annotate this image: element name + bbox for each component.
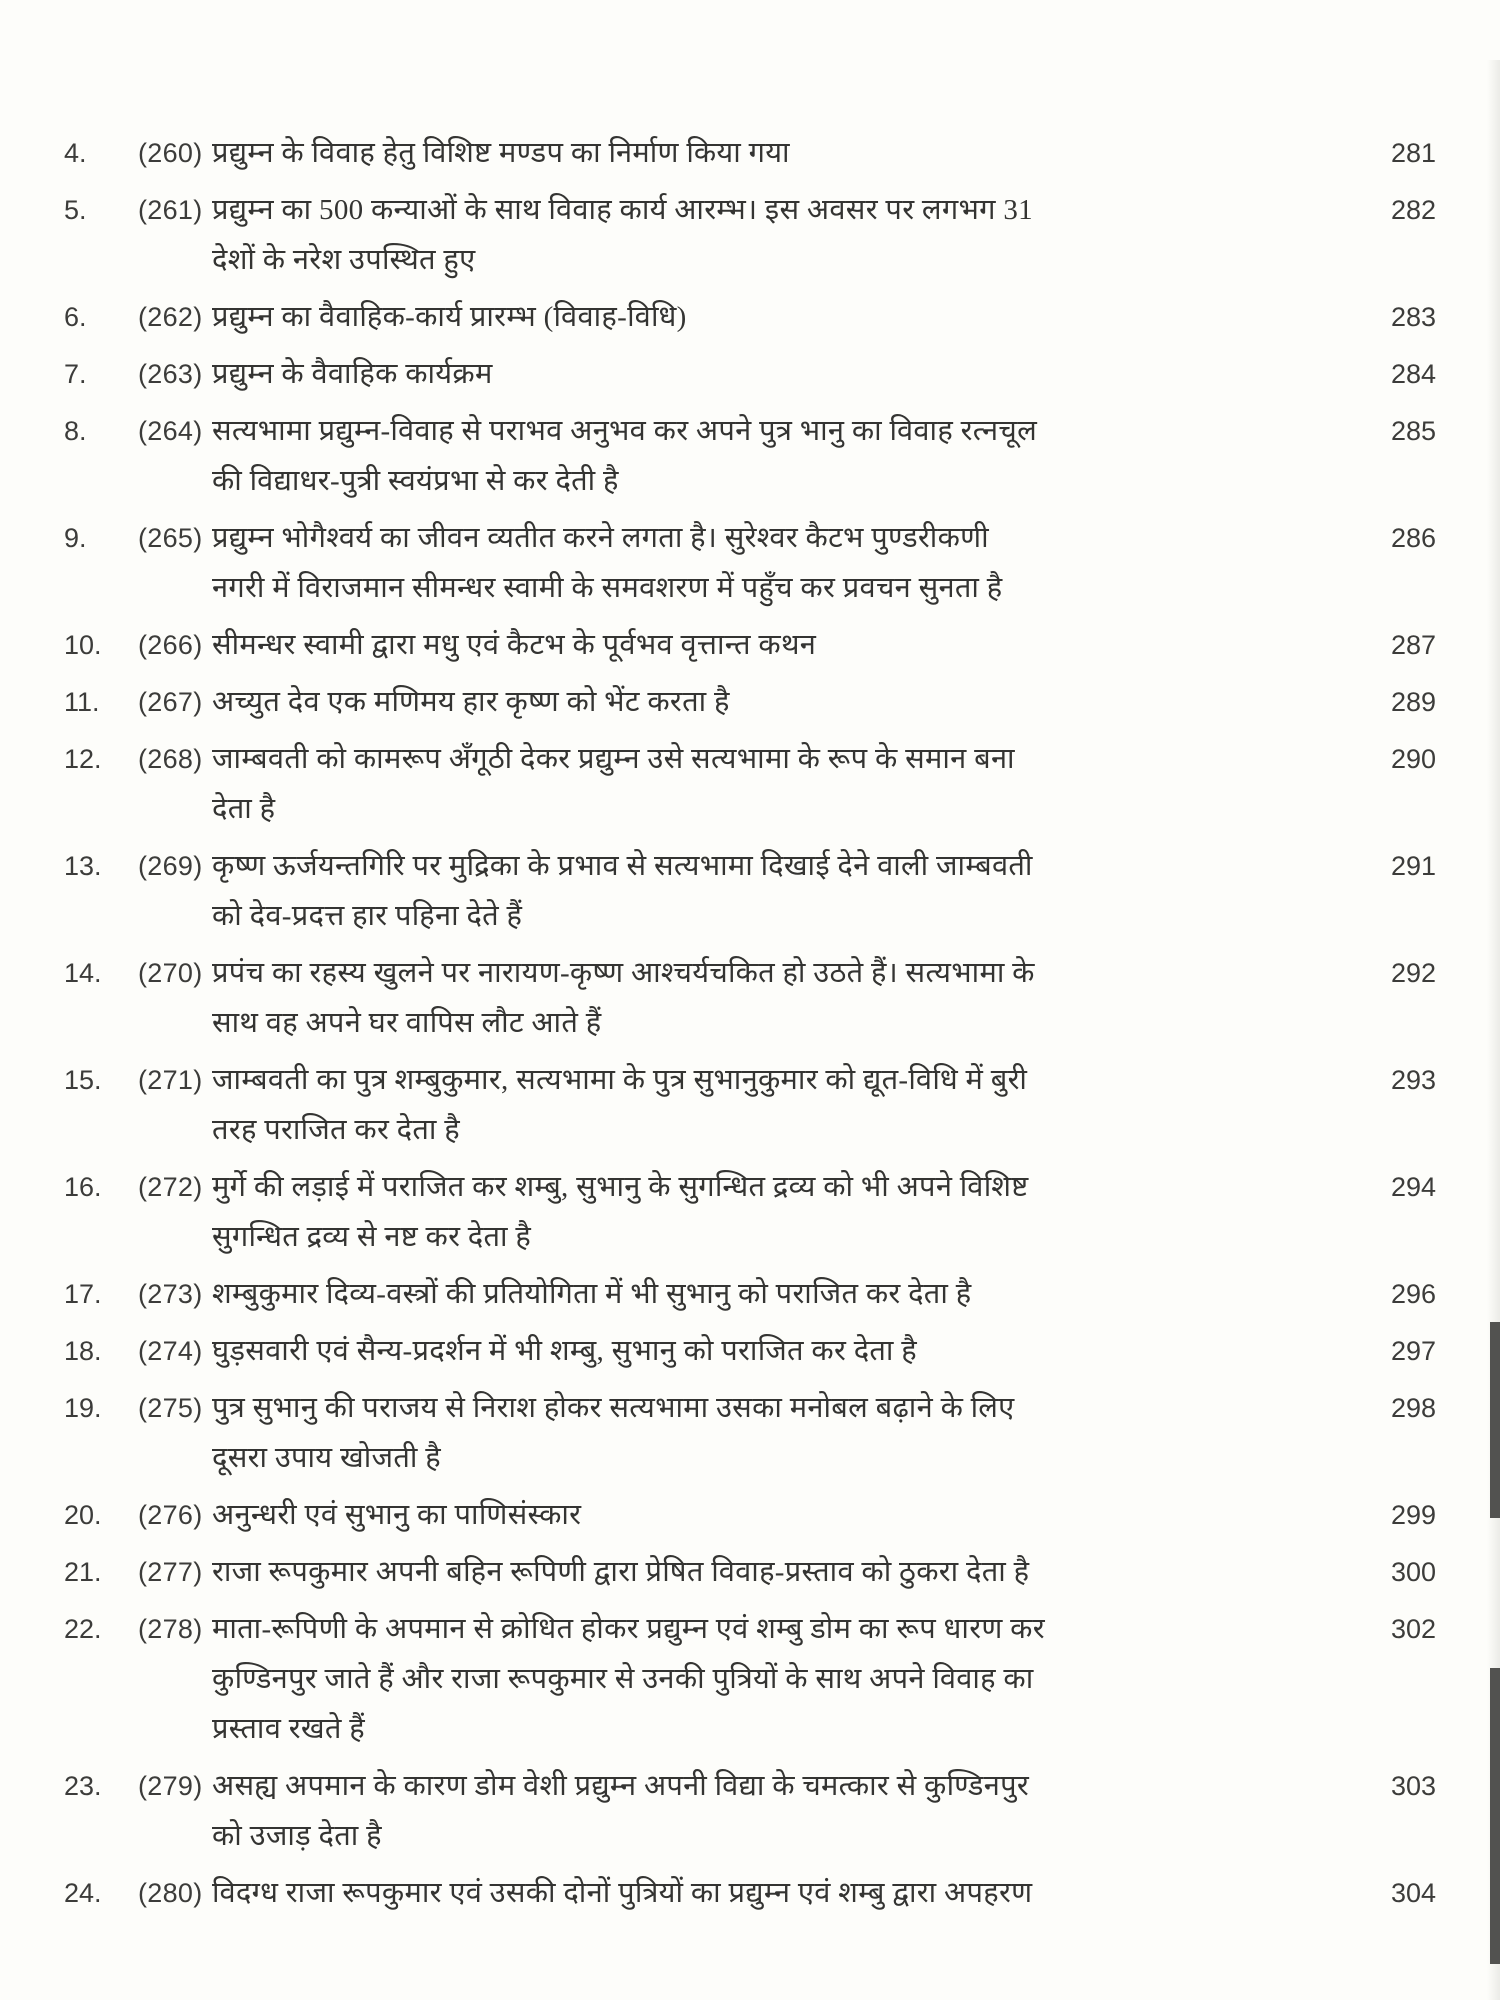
toc-entry xyxy=(58,948,1440,1048)
entry-title-text: अच्युत देव एक मणिमय हार कृष्ण को भेंट करता है xyxy=(212,686,730,718)
entry-title-text: प्रपंच का रहस्य खुलने पर नारायण-कृष्ण आश्चर्यचकित हो उठते हैं। सत्यभामा के xyxy=(212,957,1035,989)
entry-title xyxy=(138,1269,1330,1319)
entry-page-number: 299 xyxy=(1390,1500,1436,1530)
entry-serial-number: 12. xyxy=(64,744,102,774)
toc-entry xyxy=(58,1490,1440,1540)
entry-title-line: कुण्डिनपुर जाते हैं और राजा रूपकुमार से उनकी पुत्रियों के साथ अपने विवाह का xyxy=(212,1663,1034,1695)
entry-title-text: प्रद्युम्न का वैवाहिक-कार्य प्रारम्भ (विवाह-विधि) xyxy=(212,301,687,333)
entry-title-text: माता-रूपिणी के अपमान से क्रोधित होकर प्रद्युम्न एवं शम्बु डोम का रूप धारण कर xyxy=(212,1613,1045,1645)
toc-entry xyxy=(58,513,1440,613)
entry-serial-number: 17. xyxy=(64,1279,102,1309)
entry-chapter-number: (270) xyxy=(138,958,203,988)
entry-title-text: प्रद्युम्न के वैवाहिक कार्यक्रम xyxy=(212,358,493,390)
toc-entry xyxy=(58,1604,1440,1754)
entry-title-line xyxy=(138,620,1330,670)
entry-chapter-number: (280) xyxy=(138,1878,203,1908)
toc-entry xyxy=(58,1868,1440,1918)
entry-title-line xyxy=(138,1055,1330,1105)
entry-title-line: को देव-प्रदत्त हार पहिना देते हैं xyxy=(212,900,523,932)
entry-page-number: 303 xyxy=(1390,1771,1436,1801)
toc-entry xyxy=(58,292,1440,342)
entry-serial-number: 8. xyxy=(64,416,87,446)
entry-chapter-number: (268) xyxy=(138,744,203,774)
toc-entry xyxy=(58,734,1440,834)
entry-serial-number: 6. xyxy=(64,302,87,332)
entry-title xyxy=(138,1490,1330,1540)
entry-title-line xyxy=(138,1547,1330,1597)
entry-serial-number: 15. xyxy=(64,1065,102,1095)
entry-page-number: 302 xyxy=(1390,1614,1436,1644)
entry-chapter-number: (278) xyxy=(138,1614,203,1644)
entry-title xyxy=(138,1868,1330,1918)
entry-title xyxy=(138,948,1330,1048)
entry-chapter-number: (271) xyxy=(138,1065,203,1095)
table-of-contents xyxy=(58,128,1440,1925)
entry-title-line xyxy=(138,1326,1330,1376)
entry-title xyxy=(138,1604,1330,1754)
entry-title-line: सुगन्धित द्रव्य से नष्ट कर देता है xyxy=(212,1221,532,1253)
entry-title xyxy=(138,1547,1330,1597)
scan-edge-shadow xyxy=(1487,60,1500,2000)
entry-title xyxy=(138,677,1330,727)
toc-entry xyxy=(58,620,1440,670)
entry-title-line: की विद्याधर-पुत्री स्वयंप्रभा से कर देती है xyxy=(212,465,619,497)
toc-entry xyxy=(58,1269,1440,1319)
entry-title xyxy=(138,1761,1330,1861)
entry-title-text: असह्य अपमान के कारण डोम वेशी प्रद्युम्न अपनी विद्या के चमत्कार से कुण्डिनपुर xyxy=(212,1770,1030,1802)
toc-entry xyxy=(58,1383,1440,1483)
entry-page-number: 285 xyxy=(1390,416,1436,446)
toc-entry xyxy=(58,128,1440,178)
entry-serial-number: 13. xyxy=(64,851,102,881)
entry-page-number: 297 xyxy=(1390,1336,1436,1366)
entry-title-line: देशों के नरेश उपस्थित हुए xyxy=(212,244,476,276)
entry-chapter-number: (275) xyxy=(138,1393,203,1423)
entry-chapter-number: (274) xyxy=(138,1336,203,1366)
entry-chapter-number: (261) xyxy=(138,195,203,225)
entry-page-number: 291 xyxy=(1390,851,1436,881)
toc-entry xyxy=(58,1326,1440,1376)
toc-entry xyxy=(58,1055,1440,1155)
entry-chapter-number: (269) xyxy=(138,851,203,881)
entry-title xyxy=(138,620,1330,670)
toc-entry xyxy=(58,841,1440,941)
entry-page-number: 292 xyxy=(1390,958,1436,988)
entry-chapter-number: (273) xyxy=(138,1279,203,1309)
entry-title xyxy=(138,1383,1330,1483)
entry-title-text: अनुन्धरी एवं सुभानु का पाणिसंस्कार xyxy=(212,1499,582,1531)
entry-title xyxy=(138,406,1330,506)
entry-page-number: 298 xyxy=(1390,1393,1436,1423)
entry-title-line: देता है xyxy=(212,793,276,825)
scan-edge-bar xyxy=(1490,1322,1500,1518)
entry-serial-number: 24. xyxy=(64,1878,102,1908)
entry-serial-number: 16. xyxy=(64,1172,102,1202)
entry-page-number: 283 xyxy=(1390,302,1436,332)
entry-title-line xyxy=(138,128,1330,178)
entry-title-line xyxy=(138,185,1330,235)
entry-title-line xyxy=(138,841,1330,891)
entry-title-text: सीमन्धर स्वामी द्वारा मधु एवं कैटभ के पूर्वभव वृत्तान्त कथन xyxy=(212,629,817,661)
entry-serial-number: 19. xyxy=(64,1393,102,1423)
entry-title-line: साथ वह अपने घर वापिस लौट आते हैं xyxy=(212,1007,602,1039)
entry-page-number: 281 xyxy=(1390,138,1436,168)
entry-title-text: प्रद्युम्न का 500 कन्याओं के साथ विवाह कार्य आरम्भ। इस अवसर पर लगभग 31 xyxy=(212,194,1033,226)
entry-serial-number: 10. xyxy=(64,630,102,660)
entry-title xyxy=(138,292,1330,342)
entry-title-text: जाम्बवती का पुत्र शम्बुकुमार, सत्यभामा के पुत्र सुभानुकुमार को द्यूत-विधि में बुरी xyxy=(212,1064,1028,1096)
entry-title-line xyxy=(138,1490,1330,1540)
entry-title-line xyxy=(138,1269,1330,1319)
entry-title xyxy=(138,734,1330,834)
entry-page-number: 293 xyxy=(1390,1065,1436,1095)
toc-entry xyxy=(58,185,1440,285)
entry-page-number: 290 xyxy=(1390,744,1436,774)
entry-title xyxy=(138,1162,1330,1262)
entry-chapter-number: (279) xyxy=(138,1771,203,1801)
entry-page-number: 296 xyxy=(1390,1279,1436,1309)
entry-chapter-number: (272) xyxy=(138,1172,203,1202)
entry-chapter-number: (264) xyxy=(138,416,203,446)
entry-page-number: 294 xyxy=(1390,1172,1436,1202)
entry-title xyxy=(138,1055,1330,1155)
entry-title xyxy=(138,349,1330,399)
entry-chapter-number: (263) xyxy=(138,359,203,389)
entry-chapter-number: (277) xyxy=(138,1557,203,1587)
toc-entry xyxy=(58,1547,1440,1597)
entry-serial-number: 4. xyxy=(64,138,87,168)
entry-page-number: 284 xyxy=(1390,359,1436,389)
entry-serial-number: 9. xyxy=(64,523,87,553)
entry-title-line xyxy=(138,734,1330,784)
entry-serial-number: 14. xyxy=(64,958,102,988)
entry-title-text: कृष्ण ऊर्जयन्तगिरि पर मुद्रिका के प्रभाव से सत्यभामा दिखाई देने वाली जाम्बवती xyxy=(212,850,1033,882)
entry-title-line: दूसरा उपाय खोजती है xyxy=(212,1442,441,1474)
toc-entry xyxy=(58,349,1440,399)
entry-title-line xyxy=(138,513,1330,563)
entry-title-line xyxy=(138,406,1330,456)
toc-entry xyxy=(58,406,1440,506)
toc-entry xyxy=(58,1761,1440,1861)
entry-page-number: 289 xyxy=(1390,687,1436,717)
entry-chapter-number: (260) xyxy=(138,138,203,168)
entry-title xyxy=(138,841,1330,941)
entry-serial-number: 11. xyxy=(64,687,100,717)
entry-title xyxy=(138,513,1330,613)
entry-title-text: विदग्ध राजा रूपकुमार एवं उसकी दोनों पुत्रियों का प्रद्युम्न एवं शम्बु द्वारा अपहरण xyxy=(212,1877,1033,1909)
entry-chapter-number: (276) xyxy=(138,1500,203,1530)
entry-chapter-number: (267) xyxy=(138,687,203,717)
entry-page-number: 282 xyxy=(1390,195,1436,225)
entry-title-line xyxy=(138,292,1330,342)
entry-title xyxy=(138,1326,1330,1376)
entry-page-number: 286 xyxy=(1390,523,1436,553)
entry-title-line xyxy=(138,349,1330,399)
entry-title-text: सत्यभामा प्रद्युम्न-विवाह से पराभव अनुभव कर अपने पुत्र भानु का विवाह रत्नचूल xyxy=(212,415,1038,447)
entry-chapter-number: (265) xyxy=(138,523,203,553)
entry-title-line xyxy=(138,948,1330,998)
entry-title-text: पुत्र सुभानु की पराजय से निराश होकर सत्यभामा उसका मनोबल बढ़ाने के लिए xyxy=(212,1392,1015,1424)
entry-title xyxy=(138,185,1330,285)
entry-page-number: 300 xyxy=(1390,1557,1436,1587)
entry-title-text: घुड़सवारी एवं सैन्य-प्रदर्शन में भी शम्बु, सुभानु को पराजित कर देता है xyxy=(212,1335,917,1367)
entry-title-line xyxy=(138,1604,1330,1654)
entry-title-line xyxy=(138,1383,1330,1433)
entry-serial-number: 21. xyxy=(64,1557,102,1587)
entry-serial-number: 23. xyxy=(64,1771,102,1801)
entry-title-text: जाम्बवती को कामरूप अँगूठी देकर प्रद्युम्न उसे सत्यभामा के रूप के समान बना xyxy=(212,743,1015,775)
entry-title-line xyxy=(138,1868,1330,1918)
entry-serial-number: 22. xyxy=(64,1614,102,1644)
entry-title-line xyxy=(138,1162,1330,1212)
entry-title-text: मुर्गे की लड़ाई में पराजित कर शम्बु, सुभानु के सुगन्धित द्रव्य को भी अपने विशिष्ट xyxy=(212,1171,1029,1203)
toc-entry xyxy=(58,1162,1440,1262)
toc-entry xyxy=(58,677,1440,727)
entry-title-line xyxy=(138,677,1330,727)
entry-page-number: 304 xyxy=(1390,1878,1436,1908)
entry-title-line: प्रस्ताव रखते हैं xyxy=(212,1713,365,1745)
entry-title-line: को उजाड़ देता है xyxy=(212,1820,382,1852)
entry-title-text: प्रद्युम्न भोगैश्वर्य का जीवन व्यतीत करने लगता है। सुरेश्वर कैटभ पुण्डरीकणी xyxy=(212,522,989,554)
entry-serial-number: 20. xyxy=(64,1500,102,1530)
entry-title xyxy=(138,128,1330,178)
entry-title-line: नगरी में विराजमान सीमन्धर स्वामी के समवशरण में पहुँच कर प्रवचन सुनता है xyxy=(212,572,1003,604)
entry-title-line xyxy=(138,1761,1330,1811)
entry-page-number: 287 xyxy=(1390,630,1436,660)
entry-title-text: राजा रूपकुमार अपनी बहिन रूपिणी द्वारा प्रेषित विवाह-प्रस्ताव को ठुकरा देता है xyxy=(212,1556,1030,1588)
entry-chapter-number: (266) xyxy=(138,630,203,660)
scan-edge-bar xyxy=(1490,1668,1500,1964)
entry-serial-number: 5. xyxy=(64,195,87,225)
entry-serial-number: 18. xyxy=(64,1336,102,1366)
entry-title-text: शम्बुकुमार दिव्य-वस्त्रों की प्रतियोगिता में भी सुभानु को पराजित कर देता है xyxy=(212,1278,972,1310)
entry-serial-number: 7. xyxy=(64,359,87,389)
entry-chapter-number: (262) xyxy=(138,302,203,332)
entry-title-line: तरह पराजित कर देता है xyxy=(212,1114,460,1146)
entry-title-text: प्रद्युम्न के विवाह हेतु विशिष्ट मण्डप का निर्माण किया गया xyxy=(212,137,790,169)
